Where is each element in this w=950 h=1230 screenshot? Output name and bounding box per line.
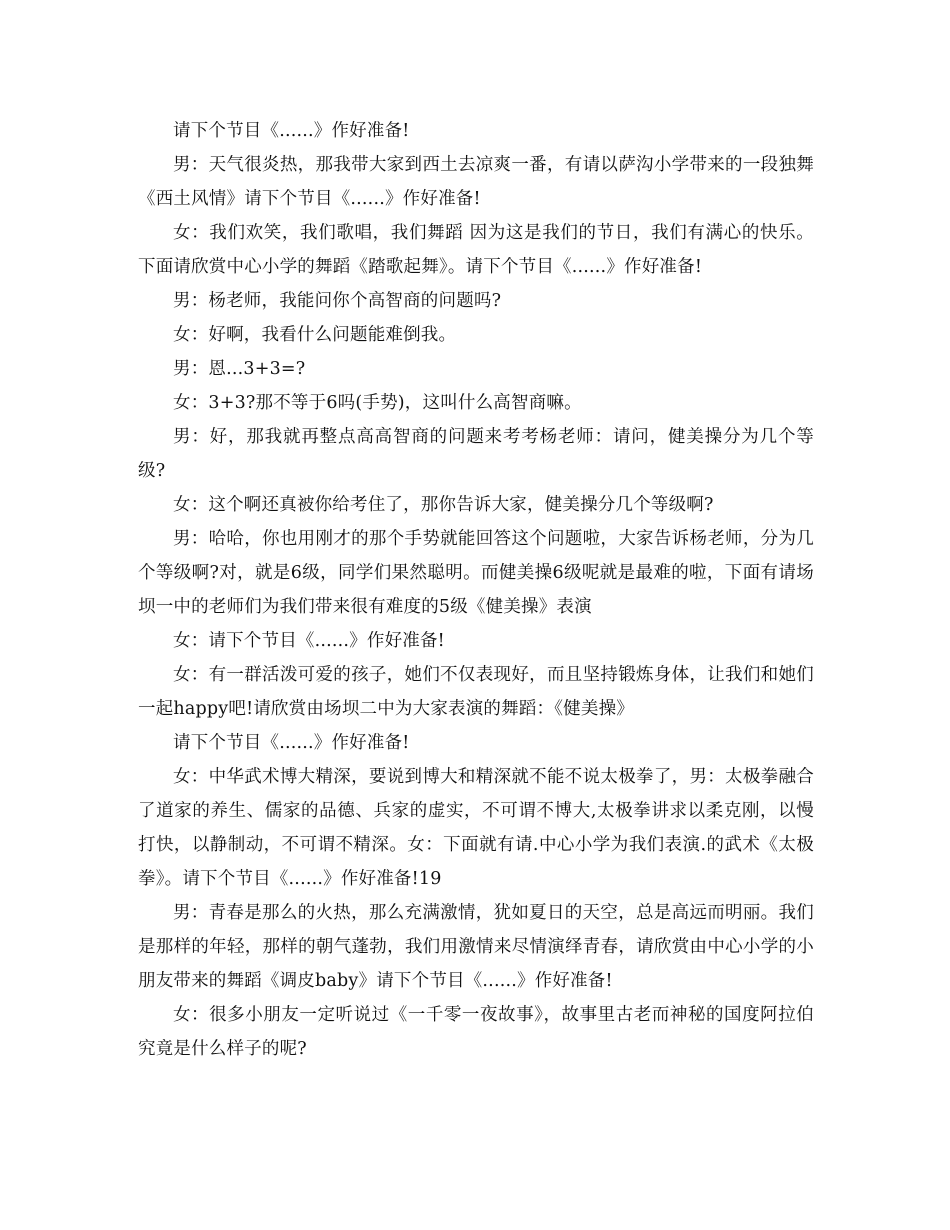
document-body [138, 114, 814, 1066]
paragraph: 请下个节目《......》作好准备! [173, 733, 410, 753]
paragraph: 女：好啊，我看什么问题能难倒我。 [173, 325, 457, 345]
paragraph: 女：3+3?那不等于6吗(手势)，这叫什么高智商嘛。 [173, 393, 582, 413]
paragraph: 男：天气很炎热，那我带大家到西土去凉爽一番，有请以萨沟小学带来的一段独舞《西土风情》请下个节目《......》作好准备! [138, 155, 814, 209]
paragraph: 女：中华武术博大精深，要说到博大和精深就不能不说太极拳了，男：太极拳融合了道家的养生、儒家的品德、兵家的虚实，不可谓不博大,太极拳讲求以柔克刚，以慢打快，以静制动，不可谓不精深。女：下面就有请.中心小学为我们表演.的武术《太极拳》。请下个节目《......》作好准备!19 [138, 767, 814, 889]
paragraph: 女：请下个节目《......》作好准备! [173, 631, 445, 651]
paragraph: 男：哈哈，你也用刚才的那个手势就能回答这个问题啦，大家告诉杨老师，分为几个等级啊?对，就是6级，同学们果然聪明。而健美操6级呢就是最难的啦，下面有请场坝一中的老师们为我们带来很有难度的5级《健美操》表演 [138, 529, 814, 617]
paragraph: 男：杨老师，我能问你个高智商的问题吗? [173, 291, 502, 311]
paragraph: 男：青春是那么的火热，那么充满激情，犹如夏日的天空，总是高远而明丽。我们是那样的年轻，那样的朝气蓬勃，我们用激情来尽情演绎青春，请欣赏由中心小学的小朋友带来的舞蹈《调皮baby》请下个节目《......》作好准备! [138, 903, 814, 991]
paragraph: 女：我们欢笑，我们歌唱，我们舞蹈 因为这是我们的节日，我们有满心的快乐。下面请欣赏中心小学的舞蹈《踏歌起舞》。请下个节目《......》作好准备! [138, 223, 814, 277]
paragraph: 男：恩...3+3=? [173, 359, 306, 379]
paragraph: 男：好，那我就再整点高高智商的问题来考考杨老师：请问，健美操分为几个等级? [138, 427, 814, 481]
paragraph: 女：很多小朋友一定听说过《一千零一夜故事》，故事里古老而神秘的国度阿拉伯究竟是什么样子的呢? [138, 1005, 814, 1059]
paragraph: 请下个节目《......》作好准备! [173, 121, 410, 141]
paragraph: 女：这个啊还真被你给考住了，那你告诉大家，健美操分几个等级啊? [173, 495, 714, 515]
paragraph: 女：有一群活泼可爱的孩子，她们不仅表现好，而且坚持锻炼身体，让我们和她们一起happy吧!请欣赏由场坝二中为大家表演的舞蹈：《健美操》 [138, 665, 814, 719]
